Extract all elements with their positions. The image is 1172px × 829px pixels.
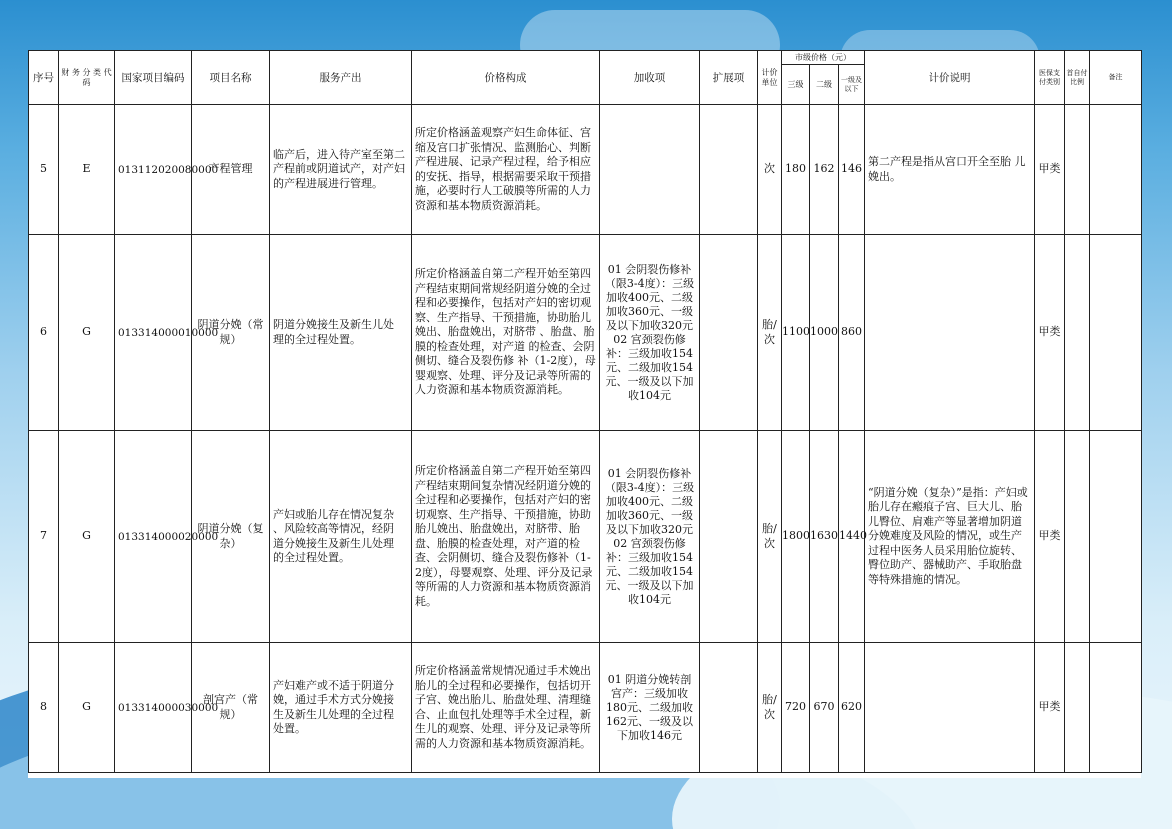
header-finance-code: 财 务 分 类 代 码 <box>59 51 115 105</box>
table-row <box>29 643 1142 773</box>
cell-level1-price: 1440 <box>839 431 865 643</box>
cell-pricing-notes: “阴道分娩（复杂）”是指：产妇或胎儿存在瘢痕子宫、巨大儿、胎儿臀位、肩难产等显著增加阴道分娩难度及风险的情况，或生产过程中医务人员采用胎位旋转、臀位助产、器械助产、手取胎盘等特殊措施的情况。 <box>865 431 1035 643</box>
cell-level2-price: 1630 <box>810 431 839 643</box>
table-row <box>29 105 1142 235</box>
header-pricing-notes: 计价说明 <box>865 51 1035 105</box>
cell-finance-code: G <box>59 643 115 773</box>
price-table <box>28 50 1142 773</box>
header-market-price: 市级价格（元） <box>782 51 865 65</box>
cell-price-composition: 所定价格涵盖常规情况通过手术娩出胎儿的全过程和必要操作，包括切开子宫、娩出胎儿、胎盘处理、清理缝合、止血包扎处理等手术全过程，新生儿的观察、处理、评分及记录等所需的人力资源和基本物质资源消耗。 <box>412 643 600 773</box>
cell-extension <box>700 431 758 643</box>
cell-item-name: 阴道分娩（复杂） <box>192 431 270 643</box>
cell-national-code: 013314000010000 <box>115 235 192 431</box>
cell-addon <box>600 105 700 235</box>
cell-self-pay-ratio <box>1065 431 1090 643</box>
table-row <box>29 431 1142 643</box>
cell-service-output: 产妇或胎儿存在情况复杂 、风险较高等情况，经阴 道分娩接生及新生儿处理 的全过程处置。 <box>270 431 412 643</box>
cell-seq: 7 <box>29 431 59 643</box>
header-unit: 计价单位 <box>758 51 782 105</box>
header-insurance-type: 医保支付类别 <box>1035 51 1065 105</box>
cell-self-pay-ratio <box>1065 235 1090 431</box>
header-extension: 扩展项 <box>700 51 758 105</box>
header-level1: 一级及以下 <box>839 65 865 105</box>
cell-unit: 胎/次 <box>758 235 782 431</box>
cell-level2-price: 162 <box>810 105 839 235</box>
cell-price-composition: 所定价格涵盖自第二产程开始至第四产程结束期间复杂情况经阴道分娩的全过程和必要操作，包括对产妇的密切观察、生产指导、干预措施，协助胎儿娩出、胎盘娩出，对脐带、胎盘、胎膜的检查处理，对产道的检查、会阴侧切、缝合及裂伤修补（1-2度），母婴观察、处理、评分及记录等所需的人力资源和基本物质资源消耗。 <box>412 431 600 643</box>
cell-level3-price: 1800 <box>782 431 810 643</box>
cell-extension <box>700 643 758 773</box>
cell-extension <box>700 105 758 235</box>
header-remarks: 备注 <box>1090 51 1142 105</box>
cell-unit: 次 <box>758 105 782 235</box>
cell-self-pay-ratio <box>1065 105 1090 235</box>
cell-extension <box>700 235 758 431</box>
cell-finance-code: G <box>59 235 115 431</box>
cell-level2-price: 670 <box>810 643 839 773</box>
cell-level3-price: 1100 <box>782 235 810 431</box>
cell-level2-price: 1000 <box>810 235 839 431</box>
header-level3: 三级 <box>782 65 810 105</box>
price-table-sheet <box>28 50 1141 778</box>
cell-seq: 6 <box>29 235 59 431</box>
cell-level1-price: 860 <box>839 235 865 431</box>
cell-addon: 01 会阴裂伤修补（限3-4度）：三级加收400元、二级加收360元、一级及以下加收320元 02 宫颈裂伤修补：三级加收154元、二级加收154元、一级及以下加收104元 <box>600 431 700 643</box>
cell-remarks <box>1090 643 1142 773</box>
cell-item-name: 产程管理 <box>192 105 270 235</box>
cell-pricing-notes <box>865 643 1035 773</box>
cell-remarks <box>1090 235 1142 431</box>
cell-unit: 胎/次 <box>758 431 782 643</box>
cell-pricing-notes: 第二产程是指从宫口开全至胎 儿娩出。 <box>865 105 1035 235</box>
cell-pricing-notes <box>865 235 1035 431</box>
cell-level1-price: 620 <box>839 643 865 773</box>
header-item-name: 项目名称 <box>192 51 270 105</box>
cell-service-output: 临产后，进入待产室至第二产程前或阴道试产，对产妇的产程进展进行管理。 <box>270 105 412 235</box>
table-row <box>29 235 1142 431</box>
cell-finance-code: G <box>59 431 115 643</box>
cell-finance-code: E <box>59 105 115 235</box>
cell-national-code: 013314000020000 <box>115 431 192 643</box>
cell-addon: 01 阴道分娩转剖宫产：三级加收180元、二级加收162元、一级及以下加收146元 <box>600 643 700 773</box>
cell-insurance-type: 甲类 <box>1035 643 1065 773</box>
header-level2: 二级 <box>810 65 839 105</box>
cell-level3-price: 180 <box>782 105 810 235</box>
cell-price-composition: 所定价格涵盖自第二产程开始至第四产程结束期间常规经阴道分娩的全过程和必要操作，包括对产妇的密切观察、生产指导、干预措施，协助胎儿娩出、胎盘娩出，对脐带 、胎盘、胎膜的检查处理，对产道 的检查、会阴侧切、缝合及裂伤修 补（1-2度），母婴观察、处理、评分及记录等所需的人力资源和基本物质资源消耗。 <box>412 235 600 431</box>
header-seq: 序号 <box>29 51 59 105</box>
header-addon: 加收项 <box>600 51 700 105</box>
header-national-code: 国家项目编码 <box>115 51 192 105</box>
header-self-pay-ratio: 首自付比例 <box>1065 51 1090 105</box>
cell-item-name: 剖宫产（常规） <box>192 643 270 773</box>
cell-level1-price: 146 <box>839 105 865 235</box>
cell-insurance-type: 甲类 <box>1035 105 1065 235</box>
cell-self-pay-ratio <box>1065 643 1090 773</box>
cell-service-output: 阴道分娩接生及新生儿处 理的全过程处置。 <box>270 235 412 431</box>
cell-service-output: 产妇难产或不适于阴道分 娩，通过手术方式分娩接 生及新生儿处理的全过程 处置。 <box>270 643 412 773</box>
cell-remarks <box>1090 105 1142 235</box>
cell-level3-price: 720 <box>782 643 810 773</box>
cell-national-code: 013112020080000 <box>115 105 192 235</box>
cell-remarks <box>1090 431 1142 643</box>
header-price-composition: 价格构成 <box>412 51 600 105</box>
cell-national-code: 013314000030000 <box>115 643 192 773</box>
cell-insurance-type: 甲类 <box>1035 431 1065 643</box>
cell-unit: 胎/次 <box>758 643 782 773</box>
cell-item-name: 阴道分娩（常规） <box>192 235 270 431</box>
cell-addon: 01 会阴裂伤修补（限3-4度）：三级加收400元、二级加收360元、一级及以下加收320元 02 宫颈裂伤修补：三级加收154元、二级加收154元、一级及以下加收104元 <box>600 235 700 431</box>
cell-seq: 5 <box>29 105 59 235</box>
cell-price-composition: 所定价格涵盖观察产妇生命体征、宫缩及宫口扩张情况、监测胎心、判断产程进展、记录产程过程，给予相应的安抚、指导，根据需要采取干预措施，必要时行人工破膜等所需的人力资源和基本物质资源消耗。 <box>412 105 600 235</box>
cell-seq: 8 <box>29 643 59 773</box>
header-service-output: 服务产出 <box>270 51 412 105</box>
cell-insurance-type: 甲类 <box>1035 235 1065 431</box>
